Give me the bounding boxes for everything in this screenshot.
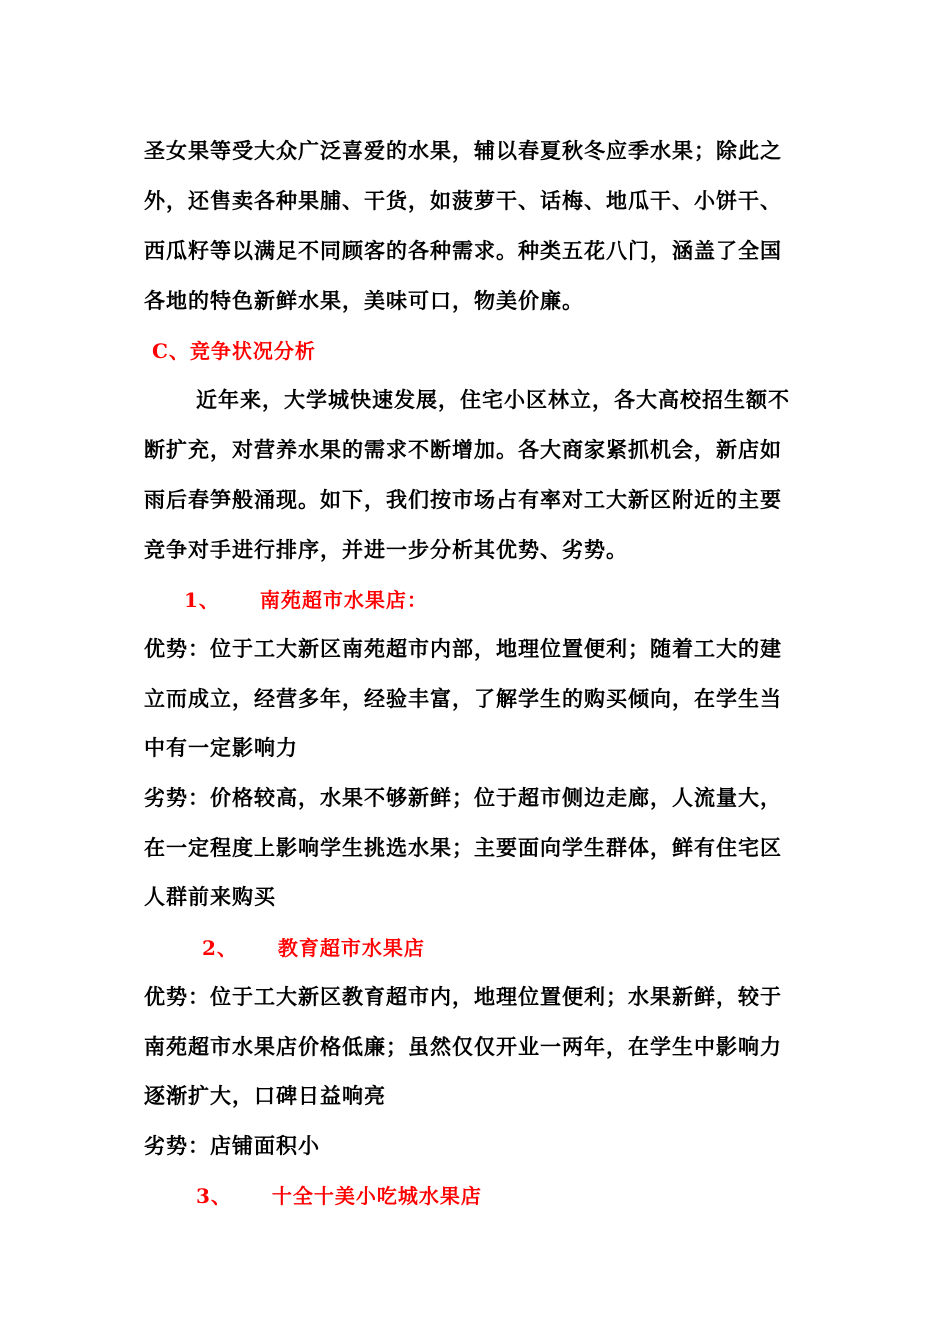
weaknesses-line: 劣势：店铺面积小 <box>144 1133 320 1158</box>
weaknesses-line: 人群前来购买 <box>144 884 276 909</box>
paragraph-line: 西瓜籽等以满足不同顾客的各种需求。种类五花八门，涵盖了全国 <box>144 238 782 263</box>
competitor-number: 3、 <box>196 1184 232 1208</box>
competitor-heading-2 <box>202 933 425 963</box>
strengths-line: 南苑超市水果店价格低廉；虽然仅仅开业一两年，在学生中影响力 <box>144 1034 782 1059</box>
competitor-number: 2、 <box>202 936 238 960</box>
paragraph-line: 外，还售卖各种果脯、干货，如菠萝干、话梅、地瓜干、小饼干、 <box>144 188 782 213</box>
weaknesses-line: 劣势：价格较高，水果不够新鲜；位于超市侧边走廊，人流量大， <box>144 785 782 810</box>
paragraph-line: 各地的特色新鲜水果，美味可口，物美价廉。 <box>144 288 584 313</box>
strengths-line: 中有一定影响力 <box>144 735 298 760</box>
strengths-line: 逐渐扩大，口碑日益响亮 <box>144 1083 386 1108</box>
paragraph-line: 近年来，大学城快速发展，住宅小区林立，各大高校招生额不 <box>196 387 790 412</box>
competitor-name: 南苑超市水果店： <box>259 588 428 612</box>
paragraph-line: 断扩充，对营养水果的需求不断增加。各大商家紧抓机会，新店如 <box>144 437 782 462</box>
competitor-name: 教育超市水果店 <box>277 936 425 960</box>
competitor-heading-1 <box>184 585 428 615</box>
weaknesses-line: 在一定程度上影响学生挑选水果；主要面向学生群体，鲜有住宅区 <box>144 835 782 860</box>
strengths-line: 优势：位于工大新区教育超市内，地理位置便利；水果新鲜，较于 <box>144 984 782 1009</box>
competitor-number: 1、 <box>184 588 220 612</box>
competitor-name: 十全十美小吃城水果店 <box>271 1184 482 1208</box>
strengths-line: 立而成立，经营多年，经验丰富，了解学生的购买倾向，在学生当 <box>144 686 782 711</box>
paragraph-line: 圣女果等受大众广泛喜爱的水果，辅以春夏秋冬应季水果；除此之 <box>144 138 782 163</box>
paragraph-line: 雨后春笋般涌现。如下，我们按市场占有率对工大新区附近的主要 <box>144 487 782 512</box>
section-heading-c: C、竞争状况分析 <box>152 339 316 363</box>
strengths-line: 优势：位于工大新区南苑超市内部，地理位置便利；随着工大的建 <box>144 636 782 661</box>
competitor-heading-3 <box>196 1181 482 1211</box>
paragraph-line: 竞争对手进行排序，并进一步分析其优势、劣势。 <box>144 537 628 562</box>
